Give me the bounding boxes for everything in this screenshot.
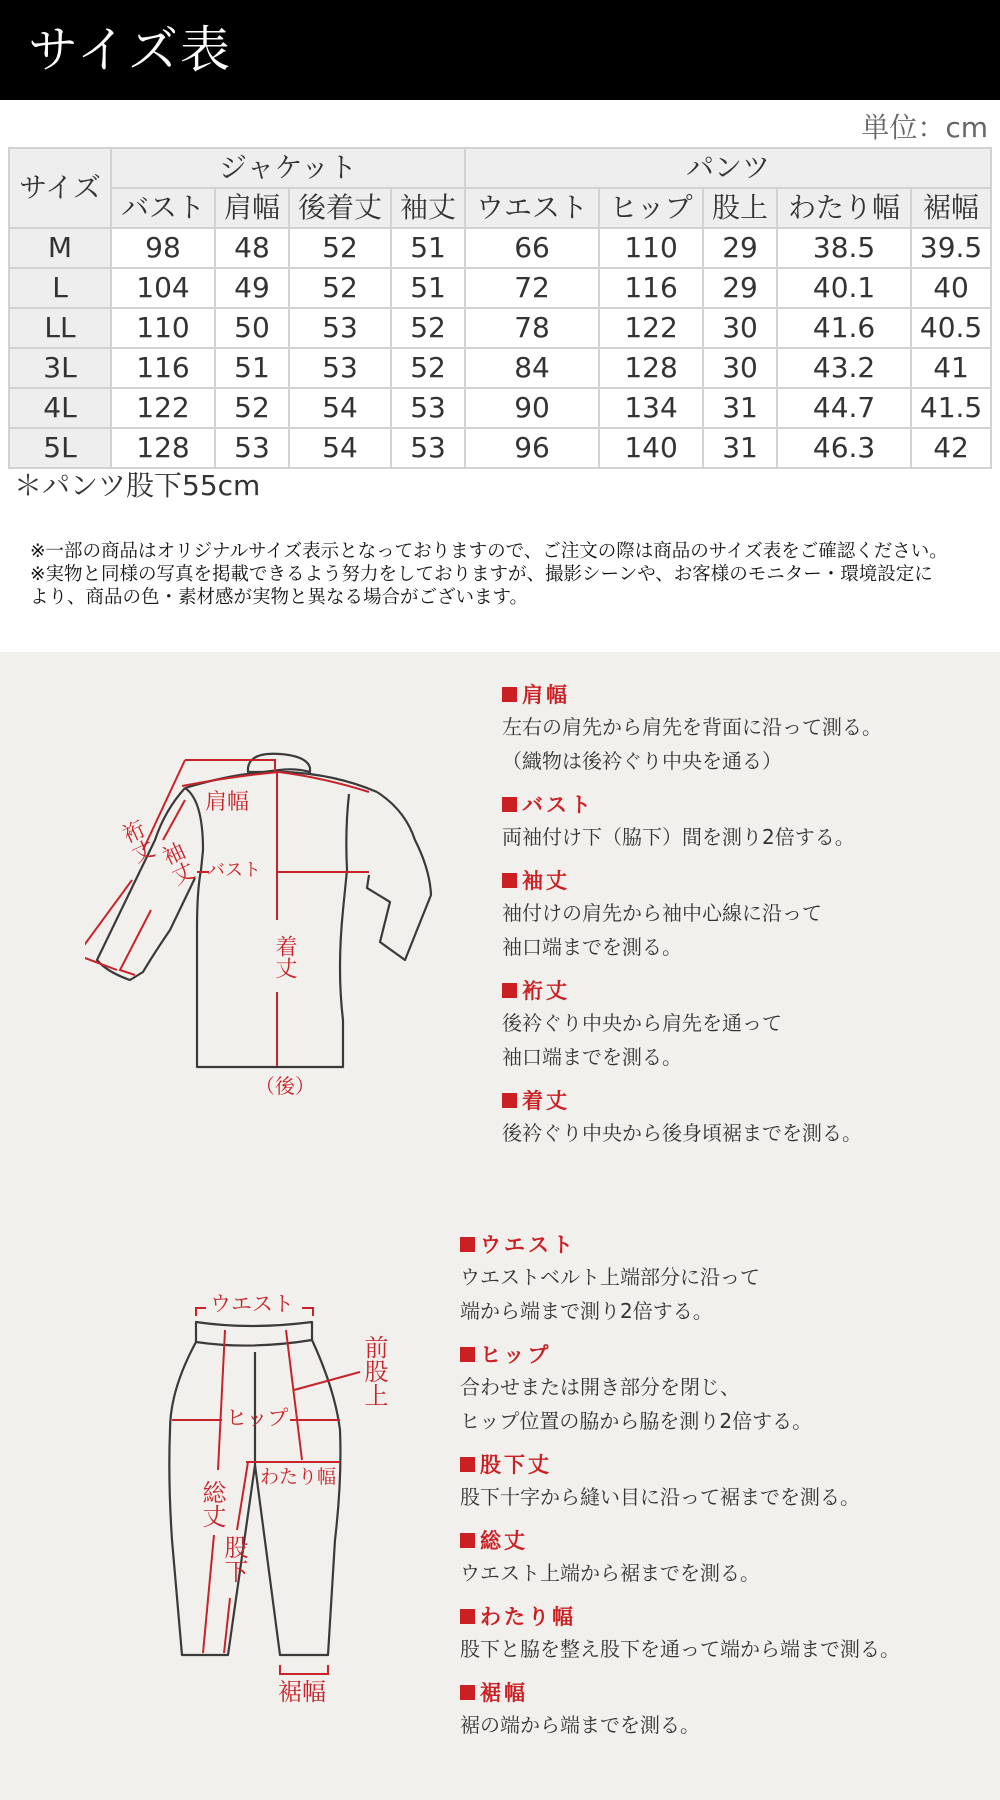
value-cell: 84	[465, 348, 599, 388]
guide-item-title-text: ヒップ	[480, 1343, 552, 1367]
table-group-header-row	[9, 148, 991, 188]
guide-item-text: 股下十字から縫い目に沿って裾までを測る。	[460, 1485, 860, 1509]
guide-item-text: 端から端まで測り2倍する。	[460, 1299, 713, 1323]
value-cell: 78	[465, 308, 599, 348]
guide-item-title-text: わたり幅	[480, 1605, 576, 1629]
value-cell: 53	[391, 428, 465, 468]
value-cell: 48	[215, 228, 289, 268]
red-square-bullet-icon	[502, 983, 517, 998]
value-cell: 40.1	[777, 268, 911, 308]
guide-item-title-text: 着丈	[522, 1089, 570, 1113]
guide-item-title	[460, 1602, 980, 1632]
guide-item-text: ウエストベルト上端部分に沿って	[460, 1265, 760, 1289]
guide-item-text: 袖口端までを測る。	[502, 1045, 682, 1069]
value-cell: 122	[111, 388, 215, 428]
value-cell: 53	[289, 308, 391, 348]
value-cell: 52	[215, 388, 289, 428]
column-header-hip: ヒップ	[599, 188, 703, 228]
red-square-bullet-icon	[502, 873, 517, 888]
table-row	[9, 388, 991, 428]
diagram-label-shoulder: 肩幅	[205, 790, 250, 815]
value-cell: 140	[599, 428, 703, 468]
red-square-bullet-icon	[502, 1093, 517, 1108]
red-square-bullet-icon	[460, 1685, 475, 1700]
value-cell: 134	[599, 388, 703, 428]
diagram-label-bust: バスト	[207, 860, 261, 881]
guide-item	[460, 1340, 980, 1438]
jacket-outline-icon	[85, 730, 455, 1110]
value-cell: 39.5	[911, 228, 991, 268]
guide-item-text: ウエスト上端から裾までを測る。	[460, 1561, 760, 1585]
diagram-label-yuki: 裄丈	[115, 816, 158, 868]
value-cell: 49	[215, 268, 289, 308]
red-square-bullet-icon	[460, 1457, 475, 1472]
value-cell: 53	[391, 388, 465, 428]
size-cell: 4L	[9, 388, 111, 428]
value-cell: 38.5	[777, 228, 911, 268]
guide-item-text: ヒップ位置の脇から脇を測り2倍する。	[460, 1409, 813, 1433]
guide-item	[460, 1450, 980, 1514]
value-cell: 29	[703, 228, 777, 268]
guide-item	[460, 1526, 980, 1590]
diagram-label-front-rise: 前股上	[360, 1335, 388, 1407]
value-cell: 52	[289, 228, 391, 268]
size-cell: LL	[9, 308, 111, 348]
red-square-bullet-icon	[502, 687, 517, 702]
value-cell: 40	[911, 268, 991, 308]
page-title: サイズ表	[28, 21, 232, 79]
guide-item-title	[460, 1526, 980, 1556]
guide-item-text: 左右の肩先から肩先を背面に沿って測る。	[502, 715, 882, 739]
guide-item	[502, 1086, 982, 1150]
value-cell: 41.5	[911, 388, 991, 428]
value-cell: 43.2	[777, 348, 911, 388]
diagram-label-inseam: 股下	[220, 1535, 248, 1583]
value-cell: 50	[215, 308, 289, 348]
diagram-label-sleeve: 袖丈	[155, 838, 198, 890]
value-cell: 51	[215, 348, 289, 388]
red-square-bullet-icon	[460, 1347, 475, 1362]
value-cell: 31	[703, 428, 777, 468]
value-cell: 53	[289, 348, 391, 388]
jacket-group-header: ジャケット	[111, 148, 465, 188]
column-header-thigh: わたり幅	[777, 188, 911, 228]
pants-diagram	[150, 1280, 410, 1730]
red-square-bullet-icon	[502, 797, 517, 812]
value-cell: 52	[391, 348, 465, 388]
value-cell: 51	[391, 228, 465, 268]
guide-item-text: 合わせまたは開き部分を閉じ、	[460, 1375, 740, 1399]
value-cell: 41.6	[777, 308, 911, 348]
column-header-rise: 股上	[703, 188, 777, 228]
guide-item-title-text: ウエスト	[480, 1233, 576, 1257]
pants-guide-list	[460, 1230, 980, 1754]
page-header	[0, 0, 1000, 100]
value-cell: 52	[289, 268, 391, 308]
diagram-label-hip: ヒップ	[226, 1406, 289, 1430]
red-square-bullet-icon	[460, 1533, 475, 1548]
guide-item	[502, 866, 982, 964]
value-cell: 46.3	[777, 428, 911, 468]
diagram-label-back: （後）	[255, 1074, 315, 1098]
column-header-back-length: 後着丈	[289, 188, 391, 228]
guide-item-text: （織物は後衿ぐり中央を通る）	[502, 749, 782, 773]
value-cell: 128	[111, 428, 215, 468]
value-cell: 110	[599, 228, 703, 268]
red-square-bullet-icon	[460, 1237, 475, 1252]
value-cell: 72	[465, 268, 599, 308]
column-header-shoulder: 肩幅	[215, 188, 289, 228]
guide-item	[502, 790, 982, 854]
guide-item-title	[502, 790, 982, 820]
guide-item-title	[460, 1230, 980, 1260]
inseam-footnote: ＊パンツ股下55cm	[14, 469, 261, 502]
value-cell: 116	[599, 268, 703, 308]
disclaimer	[30, 540, 980, 609]
value-cell: 40.5	[911, 308, 991, 348]
value-cell: 30	[703, 348, 777, 388]
guide-item-title-text: バスト	[522, 793, 594, 817]
guide-item-title	[460, 1678, 980, 1708]
value-cell: 42	[911, 428, 991, 468]
guide-item-title-text: 肩幅	[522, 683, 570, 707]
guide-item-title-text: 裾幅	[480, 1681, 528, 1705]
guide-item-title	[502, 680, 982, 710]
guide-item-text: 後衿ぐり中央から後身頃裾までを測る。	[502, 1121, 862, 1145]
guide-item	[460, 1602, 980, 1666]
value-cell: 122	[599, 308, 703, 348]
value-cell: 54	[289, 428, 391, 468]
column-header-waist: ウエスト	[465, 188, 599, 228]
guide-item-title	[502, 866, 982, 896]
guide-item-title-text: 袖丈	[522, 869, 570, 893]
guide-item	[460, 1678, 980, 1742]
diagram-label-thigh: わたり幅	[260, 1466, 337, 1488]
column-header-hem: 裾幅	[911, 188, 991, 228]
value-cell: 66	[465, 228, 599, 268]
value-cell: 52	[391, 308, 465, 348]
unit-label: 単位：cm	[861, 111, 988, 144]
guide-item-text: 袖付けの肩先から袖中心線に沿って	[502, 901, 822, 925]
jacket-guide-list	[502, 680, 982, 1162]
table-row	[9, 348, 991, 388]
guide-item-text: 両袖付け下（脇下）間を測り2倍する。	[502, 825, 855, 849]
value-cell: 116	[111, 348, 215, 388]
guide-item-title	[460, 1450, 980, 1480]
jacket-diagram	[85, 730, 455, 1110]
column-header-sleeve: 袖丈	[391, 188, 465, 228]
guide-item-text: 袖口端までを測る。	[502, 935, 682, 959]
disclaimer-line: ※一部の商品はオリジナルサイズ表示となっておりますので、ご注文の際は商品のサイズ表をご確認ください。	[30, 541, 948, 562]
value-cell: 98	[111, 228, 215, 268]
guide-item-text: 後衿ぐり中央から肩先を通って	[502, 1011, 782, 1035]
guide-item-text: 股下と脇を整え股下を通って端から端まで測る。	[460, 1637, 900, 1661]
value-cell: 41	[911, 348, 991, 388]
size-cell: L	[9, 268, 111, 308]
diagram-label-hem: 裾幅	[278, 1678, 326, 1706]
value-cell: 128	[599, 348, 703, 388]
value-cell: 30	[703, 308, 777, 348]
guide-item-title	[502, 1086, 982, 1116]
table-column-header-row	[9, 188, 991, 228]
size-column-header: サイズ	[9, 148, 111, 228]
disclaimer-line: ※実物と同様の写真を掲載できるよう努力をしておりますが、撮影シーンや、お客様のモニター・環境設定に	[30, 564, 933, 585]
value-cell: 104	[111, 268, 215, 308]
size-cell: M	[9, 228, 111, 268]
value-cell: 53	[215, 428, 289, 468]
table-row	[9, 308, 991, 348]
guide-item-title-text: 総丈	[480, 1529, 528, 1553]
value-cell: 54	[289, 388, 391, 428]
value-cell: 44.7	[777, 388, 911, 428]
table-row	[9, 268, 991, 308]
value-cell: 51	[391, 268, 465, 308]
guide-item	[502, 976, 982, 1074]
diagram-label-total-length: 総丈	[198, 1480, 226, 1528]
guide-item-title	[502, 976, 982, 1006]
guide-item-title-text: 裄丈	[522, 979, 570, 1003]
pants-group-header: パンツ	[465, 148, 991, 188]
value-cell: 110	[111, 308, 215, 348]
guide-item-title-text: 股下丈	[480, 1453, 552, 1477]
red-square-bullet-icon	[460, 1609, 475, 1624]
guide-item	[460, 1230, 980, 1328]
disclaimer-line: より、商品の色・素材感が実物と異なる場合がございます。	[30, 587, 529, 608]
table-row	[9, 428, 991, 468]
diagram-label-length: 着丈	[272, 935, 297, 979]
value-cell: 96	[465, 428, 599, 468]
size-cell: 3L	[9, 348, 111, 388]
guide-item-title	[460, 1340, 980, 1370]
value-cell: 90	[465, 388, 599, 428]
column-header-bust: バスト	[111, 188, 215, 228]
guide-item-text: 裾の端から端までを測る。	[460, 1713, 700, 1737]
table-row	[9, 228, 991, 268]
size-table	[8, 147, 992, 469]
guide-item	[502, 680, 982, 778]
diagram-label-waist: ウエスト	[210, 1292, 294, 1316]
size-cell: 5L	[9, 428, 111, 468]
value-cell: 31	[703, 388, 777, 428]
value-cell: 29	[703, 268, 777, 308]
